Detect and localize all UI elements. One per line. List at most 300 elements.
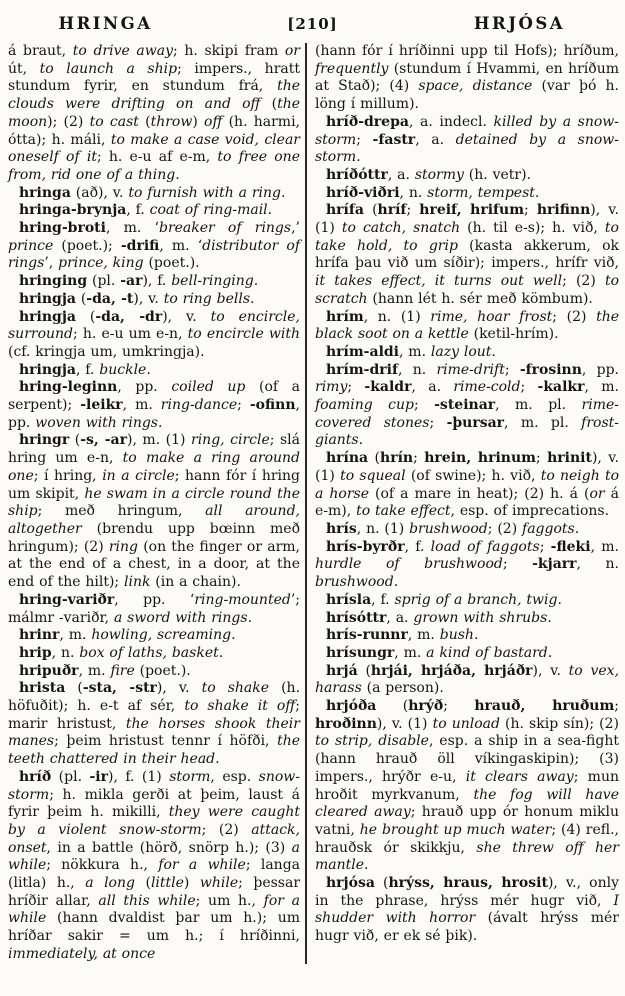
plain-text-run: , n. (1) [356, 520, 410, 537]
headword-bold-text: hrip [19, 644, 52, 661]
plain-text-run: (pl. [51, 768, 90, 785]
plain-text-run: , a. [386, 609, 414, 626]
plain-text-run: ), v. [532, 662, 569, 679]
plain-text-run: ), f. (1) [107, 768, 170, 785]
gloss-italic-text: he swam in a circle round the ship [8, 485, 301, 520]
plain-text-run: (poet.); [53, 237, 121, 254]
headword-bold-text: hríð [19, 768, 52, 785]
headword-bold-text: hrísóttr [326, 609, 387, 626]
headword-bold-text: hríð-drepa [326, 113, 409, 130]
plain-text-run: (brendu upp bœinn með hringum); (2) [8, 520, 300, 555]
gloss-italic-text: a while [8, 839, 300, 874]
plain-text-run: ; (2) [201, 821, 252, 838]
headword-bold-text: -s, -ar [80, 432, 127, 449]
plain-text-run: ( [134, 875, 151, 892]
plain-text-run: ; [535, 450, 548, 467]
headword-bold-text: -kaldr [364, 379, 412, 396]
plain-text-run: , f. [75, 361, 100, 378]
gloss-italic-text: to make a case void, clear oneself of it [8, 131, 300, 166]
gloss-italic-text: detained by a snow-storm [315, 131, 619, 166]
gloss-italic-text: stormy [414, 166, 464, 183]
plain-text-run: (of a mare in heat); (2) h. á ( [369, 485, 590, 502]
gloss-italic-text: coiled up [171, 379, 246, 396]
plain-text-run: . [253, 273, 259, 290]
plain-text-run: ; þessar hríðir allar, [8, 875, 301, 909]
plain-text-run: út, [8, 60, 40, 77]
dictionary-entry [8, 769, 300, 964]
dictionary-entry [8, 220, 300, 273]
headword-bold-text: -sta, -str [82, 680, 157, 697]
headword-bold-text: hríf [377, 202, 407, 219]
dictionary-entry [315, 185, 619, 203]
gloss-italic-text: to neigh to a horse [315, 467, 620, 502]
plain-text-run: , pp. ‘ [114, 591, 195, 608]
plain-text-run: , esp. of imprecations. [450, 503, 610, 520]
page-number: [210] [287, 15, 338, 33]
gloss-italic-text: or [589, 485, 605, 502]
plain-text-run: ( [376, 698, 409, 715]
plain-text-run: (of a serpent); [8, 379, 300, 414]
headword-bold-text: -fleki [550, 538, 591, 555]
plain-text-run: . [547, 609, 552, 626]
headword-bold-text: hrjá [326, 662, 358, 679]
dictionary-entry [315, 592, 619, 610]
gloss-italic-text: grown with shrubs [413, 609, 548, 626]
headword-bold-text: -steinar [434, 397, 496, 414]
entry-continuation [315, 43, 619, 114]
plain-text-run: ; [413, 450, 425, 467]
gloss-italic-text: bush [439, 627, 474, 644]
gloss-italic-text: ring [108, 538, 139, 555]
plain-text-run: ; [347, 379, 365, 396]
gloss-italic-text: rimy [315, 379, 348, 396]
plain-text-run: (h. skip sín); (2) [499, 715, 619, 732]
gloss-italic-text: space, distance [418, 78, 533, 95]
gloss-italic-text: storm [169, 768, 211, 785]
dictionary-entry [8, 379, 300, 432]
plain-text-run: ; h. mikla gerði at þeim, laust á fyrir þeim h. mikilli, [8, 786, 300, 821]
gloss-italic-text: throw [150, 113, 193, 130]
gloss-italic-text: to launch a ship [39, 60, 178, 77]
dictionary-entry [315, 114, 619, 167]
plain-text-run: (poet.). [134, 662, 191, 679]
plain-text-run: ( [69, 432, 81, 449]
dictionary-entry [8, 273, 300, 291]
headword-bold-text: hrauð, hruðum [474, 698, 615, 715]
gloss-italic-text: rime-cold [453, 379, 521, 396]
headword-bold-text: hrjósa [326, 875, 375, 892]
plain-text-run: ( [368, 450, 381, 467]
gloss-italic-text: for a while [158, 857, 246, 874]
plain-text-run: . [364, 857, 369, 874]
plain-text-run: ( [65, 680, 83, 697]
right-column [307, 43, 623, 964]
gloss-italic-text: to shake [201, 680, 270, 697]
gloss-italic-text: rime-drift [436, 361, 505, 378]
plain-text-run: , n. [576, 556, 619, 573]
plain-text-run: ; slá hring um e-n, [8, 432, 300, 467]
headword-bold-text: -kjarr [532, 556, 577, 573]
gloss-italic-text: rime-covered stones [315, 397, 619, 431]
plain-text-run: ; [356, 131, 373, 148]
gloss-italic-text: ring-mounted [194, 591, 291, 608]
dictionary-entry [315, 309, 619, 344]
headword-bold-text: hreif, hrifum [419, 202, 525, 219]
headword-bold-text: hrinit [547, 450, 592, 467]
dictionary-entry [8, 680, 300, 769]
entry-continuation [8, 43, 300, 185]
gloss-italic-text: while [199, 875, 239, 892]
headword-bold-text: -frosinn [519, 361, 582, 378]
headword-bold-text: hrjóða [326, 698, 377, 715]
gloss-italic-text: little [150, 875, 184, 892]
gloss-italic-text: for a while [8, 892, 300, 927]
headword-bold-text: hring-leginn [19, 379, 118, 396]
gloss-italic-text: breaker of rings [158, 220, 292, 237]
gloss-italic-text: ring-dance [160, 397, 238, 414]
plain-text-run: ; [539, 538, 551, 555]
plain-text-run: ); (2) [47, 113, 90, 130]
plain-text-run: (in a chain). [150, 574, 241, 591]
headword-bold-text: hringja [19, 290, 76, 307]
plain-text-run: , a. [411, 379, 454, 396]
left-column [2, 43, 305, 964]
plain-text-run: . [574, 520, 580, 537]
plain-text-run: ( [75, 290, 87, 307]
gloss-italic-text: to encircle, surround [8, 308, 300, 343]
gloss-italic-text: off [204, 113, 223, 130]
plain-text-run: (a person). [361, 680, 444, 697]
plain-text-run: (of swine); h. við, [405, 467, 541, 484]
dictionary-entry [315, 645, 619, 663]
gloss-italic-text: she threw off her mantle [315, 839, 619, 874]
headword-bold-text: hríð-viðri [326, 184, 400, 201]
headword-bold-text: hrís-byrðr [326, 538, 405, 555]
gloss-italic-text: ring, circle [191, 432, 270, 449]
plain-text-run: , m. ‘ [159, 237, 203, 254]
plain-text-run: (ketil-hrím). [468, 326, 559, 343]
plain-text-run: ; hann fór í hring um skipit, [8, 467, 300, 502]
plain-text-run: ( [75, 308, 96, 325]
gloss-italic-text: killed by a snow-storm [315, 113, 619, 148]
plain-text-run: , f. [126, 202, 150, 219]
headword-bold-text: hrinr [19, 627, 60, 644]
gloss-italic-text: frequently [315, 60, 389, 77]
plain-text-run: (cf. kringja um, umkringja). [8, 343, 205, 360]
dictionary-entry [315, 663, 619, 698]
headword-bold-text: hringja [19, 361, 76, 378]
headword-bold-text: hroðinn [315, 715, 377, 732]
plain-text-run: , m. ‘ [105, 220, 159, 237]
text-columns [2, 43, 623, 964]
headword-bold-text: hring-broti [19, 220, 106, 237]
gloss-italic-text: a kind of bastard [426, 644, 548, 661]
plain-text-run: (h. vetr). [463, 166, 531, 183]
headword-bold-text: hrís-runnr [326, 627, 408, 644]
gloss-italic-text: coat of ring-mail [149, 202, 268, 219]
plain-text-run: , pp. [8, 397, 300, 431]
gloss-italic-text: all around, altogether [8, 503, 300, 537]
plain-text-run: (stundum í Hvammi, en hríðum at Stað); (4) [315, 60, 619, 95]
plain-text-run: , pp. [117, 379, 172, 396]
plain-text-run: , a. [415, 131, 456, 148]
headword-bold-text: hringja [19, 308, 76, 325]
gloss-italic-text: I shudder with horror [315, 892, 619, 927]
plain-text-run: , a. indecl. [408, 113, 494, 130]
plain-text-run: ; (4) refl., hrauðsk ór skikkju, [315, 821, 619, 856]
plain-text-run: ), v. [133, 290, 164, 307]
plain-text-run: , m. [584, 379, 619, 396]
plain-text-run: , n. [51, 644, 80, 661]
gloss-italic-text: to furnish with a ring [128, 184, 281, 201]
gloss-italic-text: load of faggots [430, 538, 540, 555]
gloss-italic-text: it clears away [465, 768, 574, 785]
plain-text-run: á e-m), [315, 485, 619, 520]
dictionary-entry [315, 167, 619, 185]
plain-text-run: , a. [387, 166, 415, 183]
plain-text-run: ; impers., hratt stundum fyrir, en stundum frá, [8, 60, 300, 95]
gloss-italic-text: frost-giants [315, 414, 619, 449]
plain-text-run: , m. [59, 627, 92, 644]
plain-text-run: ), v. [156, 680, 202, 697]
plain-text-run: , n. (1) [363, 308, 431, 325]
gloss-italic-text: box of laths, basket [79, 644, 219, 661]
dictionary-entry [315, 450, 619, 521]
gloss-italic-text: they were caught by a violent snow-storm [8, 804, 301, 838]
gloss-italic-text: lazy lout [430, 343, 492, 360]
plain-text-run: . [534, 184, 540, 201]
headword-bold-text: hrista [19, 680, 66, 697]
gloss-italic-text: to free one from, rid one of a thing. [8, 149, 300, 183]
plain-text-run: ; langa (litla) h., [8, 857, 301, 892]
plain-text-run: (h. höfuðit); h. e-t af sér, [8, 680, 301, 715]
plain-text-run: . [215, 751, 220, 768]
plain-text-run: ; h. skipi fram [173, 43, 285, 59]
headword-bold-text: hrís [326, 520, 357, 537]
headword-bold-text: hrísungr [326, 644, 395, 661]
headword-bold-text: hringing [19, 273, 88, 290]
plain-text-run: . [393, 574, 399, 591]
dictionary-entry [315, 521, 619, 539]
header-right-cell [416, 14, 623, 33]
plain-text-run: . [267, 202, 273, 219]
gloss-italic-text: it takes effect, it turns out well [315, 273, 563, 290]
dictionary-entry [8, 309, 300, 362]
headword-bold-text: hrífa [326, 202, 364, 219]
dictionary-entry [8, 592, 300, 627]
gloss-italic-text: to catch, snatch [341, 220, 461, 237]
gloss-italic-text: all this while [98, 892, 196, 909]
plain-text-run: , m. [394, 644, 427, 661]
plain-text-run: ( [363, 202, 378, 219]
plain-text-run: ), v., only in the phrase, hrýss mér hugr við, [315, 875, 619, 909]
gloss-italic-text: prince, king [58, 255, 144, 272]
headword-bold-text: hringa [19, 184, 71, 201]
gloss-italic-text: woven with rings [35, 414, 158, 431]
plain-text-run: , m. [590, 538, 619, 555]
plain-text-run: , m. pl. [495, 397, 582, 414]
left-guideword: HRINGA [58, 14, 153, 33]
plain-text-run: . [547, 644, 553, 661]
plain-text-run: . [473, 627, 479, 644]
gloss-italic-text: to drive away [72, 43, 174, 59]
headword-bold-text: hrýss, hraus, hrosit [388, 875, 548, 892]
gloss-italic-text: or [284, 43, 300, 59]
gloss-italic-text: to ring bells [163, 290, 251, 307]
headword-bold-text: hrín [380, 450, 414, 467]
plain-text-run: , m. pl. [504, 414, 582, 431]
headword-bold-text: hrím-drif [326, 361, 399, 378]
header-left-cell [2, 14, 209, 33]
headword-bold-text: hrím-aldi [326, 343, 399, 360]
gloss-italic-text: the black soot on a kettle [315, 308, 620, 343]
gloss-italic-text: faggots [522, 520, 575, 537]
plain-text-run: (on the finger or arm, at the end of a chest, in a door, at the end of the hilt); [8, 538, 300, 591]
headword-bold-text: -drifi [120, 237, 160, 254]
gloss-italic-text: a long [85, 875, 135, 892]
dictionary-entry [8, 185, 300, 203]
gloss-italic-text: howling, screaming [91, 627, 232, 644]
plain-text-run: . [356, 149, 361, 166]
plain-text-run: ; þeim hristust tennr í höfði, [54, 733, 278, 750]
plain-text-run: , m. [122, 397, 161, 414]
gloss-italic-text: to scratch [315, 273, 619, 307]
dictionary-entry [8, 432, 300, 591]
plain-text-run: (poet.). [143, 255, 200, 272]
plain-text-run: . [218, 644, 224, 661]
dictionary-entry [315, 202, 619, 308]
plain-text-run: . [146, 361, 151, 378]
gloss-italic-text: fire [110, 662, 135, 679]
gloss-italic-text: in a circle [102, 467, 175, 484]
headword-bold-text: -þursar [446, 414, 505, 431]
plain-text-run: ( [260, 96, 278, 113]
gloss-italic-text: to unload [432, 715, 500, 732]
plain-text-run: , f. [371, 591, 395, 608]
plain-text-run: (að), v. [70, 184, 129, 201]
plain-text-run: (hann fór í hríðinni upp til Hofs); hríðum, [315, 43, 619, 59]
dictionary-entry [315, 344, 619, 362]
plain-text-run: ; mun hroðit myrkvanum, [315, 768, 619, 803]
plain-text-run: ; [429, 414, 447, 431]
gloss-italic-text: to shake it off [184, 698, 296, 715]
gloss-italic-text: storm, tempest [427, 184, 535, 201]
plain-text-run: ’; málmr -variðr, [8, 591, 300, 626]
gloss-italic-text: the fog will have cleared away [315, 786, 619, 821]
gloss-italic-text: rime, hoar frost [430, 308, 553, 325]
gloss-italic-text: to cast [89, 113, 139, 130]
dictionary-entry [8, 202, 300, 220]
gloss-italic-text: prince [8, 237, 54, 254]
plain-text-run: ; hrauð upp ór honum miklu vatni, [315, 804, 620, 838]
gloss-italic-text: bell-ringing [171, 273, 254, 290]
headword-bold-text: hrím [326, 308, 364, 325]
page-header [2, 14, 623, 33]
dictionary-entry [315, 698, 619, 875]
gloss-italic-text: hurdle of brushwood [315, 556, 503, 573]
plain-text-run: ; nökkura h., [46, 857, 159, 874]
plain-text-run: ; [614, 698, 619, 715]
gloss-italic-text: brushwood [315, 574, 394, 591]
headword-bold-text: -ofinn [249, 397, 296, 414]
plain-text-run: ’, [44, 255, 59, 272]
plain-text-run: ) [183, 875, 200, 892]
gloss-italic-text: to vex, harass [315, 662, 620, 697]
headword-bold-text: hrýð [408, 698, 444, 715]
plain-text-run: ; um h., [195, 892, 264, 909]
plain-text-run: (h. harmi, ótta); h. máli, [8, 113, 301, 148]
plain-text-run: , in a battle (hörð, snörp h.); (3) [46, 839, 292, 856]
gloss-italic-text: to take effect [356, 503, 451, 520]
headword-bold-text: -ar [120, 273, 143, 290]
plain-text-run: ( [138, 113, 151, 130]
headword-bold-text: hringa-brynja [19, 202, 127, 219]
gloss-italic-text: to strip, disable [315, 733, 429, 750]
plain-text-run: ; [406, 202, 420, 219]
plain-text-run: ; h. e-u um e-n, [73, 326, 188, 343]
dictionary-entry [315, 875, 619, 946]
headword-bold-text: hrjái, hrjáða, hrjáðr [370, 662, 533, 679]
plain-text-run: . [280, 184, 286, 201]
gloss-italic-text: the teeth chattered in their head [8, 733, 300, 768]
gloss-italic-text: to take hold, to grip [315, 220, 619, 254]
plain-text-run: ; [504, 361, 520, 378]
dictionary-entry [8, 627, 300, 645]
gloss-italic-text: to make a ring around one [8, 450, 300, 484]
plain-text-run: . [250, 290, 255, 307]
gloss-italic-text: the horses shook their manes [8, 715, 300, 750]
plain-text-run: (ávalt hrýss mér hugr við, er ek sé þik). [315, 910, 619, 945]
plain-text-run: ) [192, 113, 205, 130]
gloss-italic-text: distributor of rings [8, 237, 301, 272]
plain-text-run: ; [413, 397, 435, 414]
plain-text-run: ), v. [162, 308, 211, 325]
plain-text-run: , esp. a ship in a sea-fight (hann hrauð öll víkingaskipin); (3) impers., hrýðr e-u, [315, 733, 619, 785]
plain-text-run: ; (2) [487, 520, 523, 537]
dictionary-entry [315, 610, 619, 628]
plain-text-run: ,’ [291, 220, 300, 237]
gloss-italic-text: snow-storm [8, 768, 300, 803]
dictionary-entry [8, 362, 300, 380]
gloss-italic-text: link [123, 574, 151, 591]
headword-bold-text: -da, -t [86, 290, 134, 307]
plain-text-run: ; með hringum, [37, 503, 206, 520]
plain-text-run: (pl. [87, 273, 121, 290]
plain-text-run: ( [357, 662, 371, 679]
dictionary-entry [8, 645, 300, 663]
headword-bold-text: -fastr [372, 131, 416, 148]
headword-bold-text: hripuðr [19, 662, 79, 679]
headword-bold-text: -kalkr [537, 379, 585, 396]
plain-text-run: , esp. [210, 768, 259, 785]
plain-text-run: . [158, 414, 163, 431]
plain-text-run: , n. [398, 361, 437, 378]
plain-text-run: ; (2) [552, 308, 597, 325]
plain-text-run: . [247, 609, 253, 626]
plain-text-run: ), v. (1) [315, 202, 620, 237]
plain-text-run: . [491, 343, 496, 360]
gloss-italic-text: the clouds were drifting on and off [8, 78, 300, 113]
plain-text-run: . [231, 627, 236, 644]
headword-bold-text: hrísla [326, 591, 372, 608]
plain-text-run: ; [443, 698, 475, 715]
plain-text-run: , m. [407, 627, 440, 644]
gloss-italic-text: sprig of a branch, twig [394, 591, 558, 608]
plain-text-run: ; [237, 397, 250, 414]
gloss-italic-text: to encircle with [187, 326, 300, 343]
plain-text-run: ), v. (1) [376, 715, 433, 732]
headword-bold-text: -ir [89, 768, 108, 785]
